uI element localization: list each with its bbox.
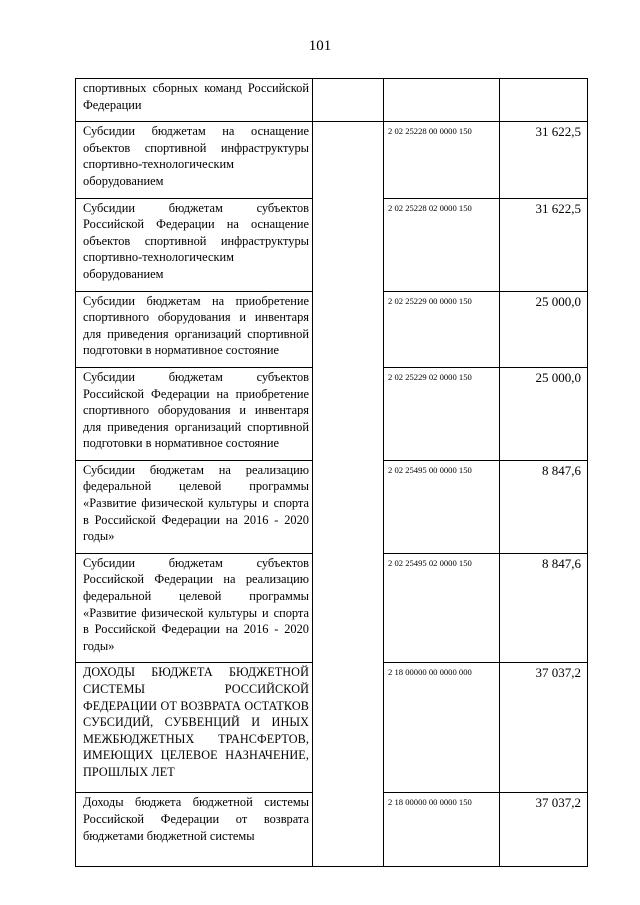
row-code: [384, 79, 499, 83]
row-amount: 31 622,5: [535, 124, 581, 140]
row-empty-cell: [313, 460, 384, 553]
table-row: [76, 367, 588, 460]
row-code-cell: [384, 553, 500, 663]
row-name-cell: [76, 460, 313, 553]
table-row: [76, 198, 588, 291]
row-amount-cell: [500, 663, 588, 793]
row-name-cell: [76, 367, 313, 460]
row-name: Субсидии бюджетам субъектов Российской Федерации на реализацию федеральной целевой программы «Развитие физической культуры и спорта в Российской Федерации на 2016 - 2020 годы»: [83, 555, 309, 653]
row-amount: 37 037,2: [535, 795, 581, 811]
row-name-cell: [76, 793, 313, 867]
row-code: 2 02 25229 00 0000 150: [388, 295, 472, 306]
row-code: 2 02 25495 00 0000 150: [388, 464, 472, 475]
row-code: 2 02 25229 02 0000 150: [388, 371, 472, 382]
row-amount: 31 622,5: [535, 200, 581, 216]
row-name-cell: [76, 79, 313, 122]
row-name: Субсидии бюджетам на оснащение объектов спортивной инфраструктуры спортивно-технологическим оборудованием: [83, 124, 309, 188]
row-code: 2 02 25228 00 0000 150: [388, 126, 472, 137]
row-code-cell: [384, 122, 500, 198]
row-code: 2 18 00000 00 0000 150: [388, 797, 472, 808]
row-name-cell: [76, 663, 313, 793]
row-empty-cell: [313, 553, 384, 663]
table-row: [76, 122, 588, 198]
row-code: 2 02 25228 02 0000 150: [388, 202, 472, 213]
row-code-cell: [384, 460, 500, 553]
row-empty-cell: [313, 793, 384, 867]
row-code-cell: [384, 793, 500, 867]
page-number: 101: [308, 38, 332, 54]
row-amount-cell: [500, 122, 588, 198]
row-code-cell: [384, 79, 500, 122]
row-name: Субсидии бюджетам на реализацию федеральной целевой программы «Развитие физической культуры и спорта в Российской Федерации на 2016 - 2020 годы»: [83, 462, 309, 544]
row-amount: 8 847,6: [542, 555, 581, 571]
row-name-cell: [76, 291, 313, 367]
table-row: [76, 291, 588, 367]
row-code-cell: [384, 663, 500, 793]
row-amount: 25 000,0: [535, 293, 581, 309]
row-amount-cell: [500, 460, 588, 553]
table-row: [76, 460, 588, 553]
row-empty-cell: [313, 122, 384, 198]
row-amount: 8 847,6: [542, 462, 581, 478]
row-name: Доходы бюджета бюджетной системы Российской Федерации от возврата бюджетами бюджетной системы: [83, 795, 309, 843]
row-amount-cell: [500, 367, 588, 460]
row-amount: 25 000,0: [535, 369, 581, 385]
table-row: [76, 553, 588, 663]
row-name: Субсидии бюджетам субъектов Российской Федерации на оснащение объектов спортивной инфраструктуры спортивно-технологическим оборудованием: [83, 200, 309, 281]
row-name-cell: [76, 122, 313, 198]
row-amount-cell: [500, 793, 588, 867]
row-empty-cell: [313, 198, 384, 291]
row-name: ДОХОДЫ БЮДЖЕТА БЮДЖЕТНОЙ СИСТЕМЫ РОССИЙСКОЙ ФЕДЕРАЦИИ ОТ ВОЗВРАТА ОСТАТКОВ СУБСИДИЙ, СУБВЕНЦИЙ И ИНЫХ МЕЖБЮДЖЕТНЫХ ТРАНСФЕРТОВ, ИМЕЮЩИХ ЦЕЛЕВОЕ НАЗНАЧЕНИЕ, ПРОШЛЫХ ЛЕТ: [83, 665, 309, 779]
row-name: Субсидии бюджетам на приобретение спортивного оборудования и инвентаря для приведения организаций спортивной подготовки в нормативное состояние: [83, 293, 309, 358]
table-row: [76, 663, 588, 793]
table-row: [76, 793, 588, 867]
row-empty-cell: [313, 79, 384, 122]
row-name: Субсидии бюджетам субъектов Российской Федерации на приобретение спортивного оборудования и инвентаря для приведения организаций спортивной подготовки в нормативное состояние: [83, 369, 309, 451]
row-amount: [500, 79, 587, 81]
table-row: [76, 79, 588, 122]
revenue-table-body: [76, 79, 588, 867]
row-code-cell: [384, 291, 500, 367]
row-amount-cell: [500, 198, 588, 291]
row-code-cell: [384, 198, 500, 291]
row-amount-cell: [500, 79, 588, 122]
row-code: 2 18 00000 00 0000 000: [388, 667, 472, 678]
row-name: спортивных сборных команд Российской Федерации: [83, 81, 309, 112]
row-amount-cell: [500, 553, 588, 663]
row-name-cell: [76, 553, 313, 663]
row-empty-cell: [313, 367, 384, 460]
row-name-cell: [76, 198, 313, 291]
revenue-table: [75, 78, 588, 867]
row-code-cell: [384, 367, 500, 460]
row-amount: 37 037,2: [535, 665, 581, 681]
row-empty-cell: [313, 663, 384, 793]
row-code: 2 02 25495 02 0000 150: [388, 557, 472, 568]
row-empty-cell: [313, 291, 384, 367]
row-amount-cell: [500, 291, 588, 367]
